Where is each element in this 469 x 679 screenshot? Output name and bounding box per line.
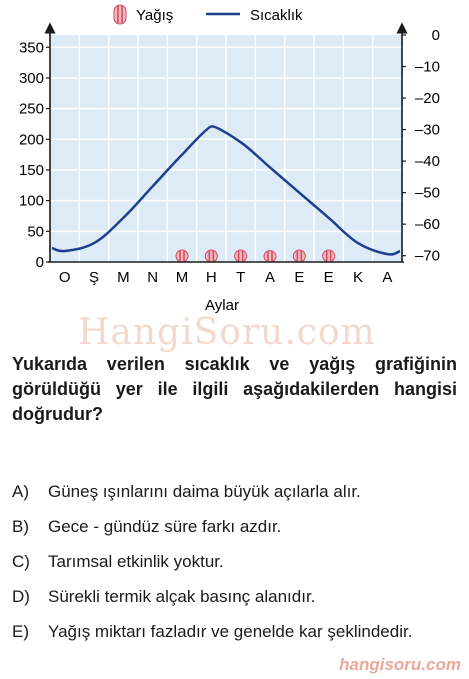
left-tick-label: 150 (18, 161, 44, 179)
right-tick-label: –40 (414, 153, 440, 171)
left-tick-label: 0 (35, 254, 44, 271)
left-axis-ticks (19, 39, 50, 271)
precipitation-bar (205, 250, 217, 262)
option-letter: C) (12, 552, 30, 571)
left-tick-label: 50 (27, 223, 44, 241)
x-tick-label: M (117, 269, 130, 286)
right-axis-ticks (402, 27, 440, 265)
right-tick-label: –50 (414, 184, 440, 202)
option-text: Yağış miktarı fazladır ve genelde kar şeklindedir. (48, 622, 413, 641)
x-tick-label: M (175, 269, 189, 286)
option-e[interactable] (12, 620, 462, 643)
x-axis-ticks (59, 269, 393, 286)
option-b[interactable] (12, 515, 462, 538)
right-tick-label: –70 (414, 247, 440, 265)
question-text: Yukarıda verilen sıcaklık ve yağış grafiğinin görüldüğü yer ile ilgili aşağıdakilerden hangisi doğrudur? (12, 354, 457, 424)
left-tick-label: 350 (18, 39, 44, 57)
x-tick-label: Ş (88, 269, 100, 286)
x-tick-label: E (294, 269, 305, 286)
x-tick-label: A (382, 269, 393, 286)
x-tick-label: N (147, 269, 159, 286)
x-tick-label: E (323, 269, 334, 286)
option-letter: B) (12, 517, 29, 536)
right-tick-label: 0 (431, 27, 440, 44)
option-text: Güneş ışınlarını daima büyük açılarla alır. (48, 482, 361, 501)
precipitation-bar (323, 250, 335, 262)
left-tick-label: 100 (18, 192, 44, 210)
right-tick-label: –30 (414, 121, 440, 139)
option-text: Gece - gündüz süre farkı azdır. (48, 517, 282, 536)
corner-watermark: hangisoru.com (339, 655, 461, 674)
left-tick-label: 250 (18, 100, 44, 118)
x-tick-label: H (205, 269, 217, 286)
precipitation-bar (264, 251, 276, 262)
x-tick-label: K (352, 269, 364, 286)
watermark: HangiSoru.com (78, 312, 376, 353)
x-axis-label: Aylar (205, 297, 239, 314)
legend (114, 5, 303, 24)
answer-options (12, 480, 462, 655)
x-tick-label: O (58, 269, 71, 286)
option-a[interactable] (12, 480, 462, 503)
x-tick-label: A (264, 269, 276, 286)
option-text: Sürekli termik alçak basınç alanıdır. (48, 587, 316, 606)
option-d[interactable] (12, 585, 462, 608)
option-letter: D) (12, 587, 30, 606)
precipitation-bar (293, 250, 305, 262)
option-text: Tarımsal etkinlik yoktur. (48, 552, 224, 571)
climate-chart (0, 0, 469, 330)
legend-precipitation-swatch (114, 5, 126, 24)
right-tick-label: –10 (414, 58, 440, 76)
precipitation-bar (176, 250, 188, 262)
option-c[interactable] (12, 550, 462, 573)
right-tick-label: –20 (414, 90, 440, 108)
right-tick-label: –60 (414, 216, 440, 234)
option-letter: A) (12, 482, 29, 501)
legend-precipitation-label: Yağış (136, 7, 174, 24)
left-tick-label: 200 (18, 131, 44, 149)
legend-temperature-label: Sıcaklık (250, 7, 303, 24)
option-letter: E) (12, 622, 29, 641)
precipitation-bar (235, 250, 247, 262)
left-tick-label: 300 (18, 69, 44, 87)
x-tick-label: T (236, 269, 246, 286)
